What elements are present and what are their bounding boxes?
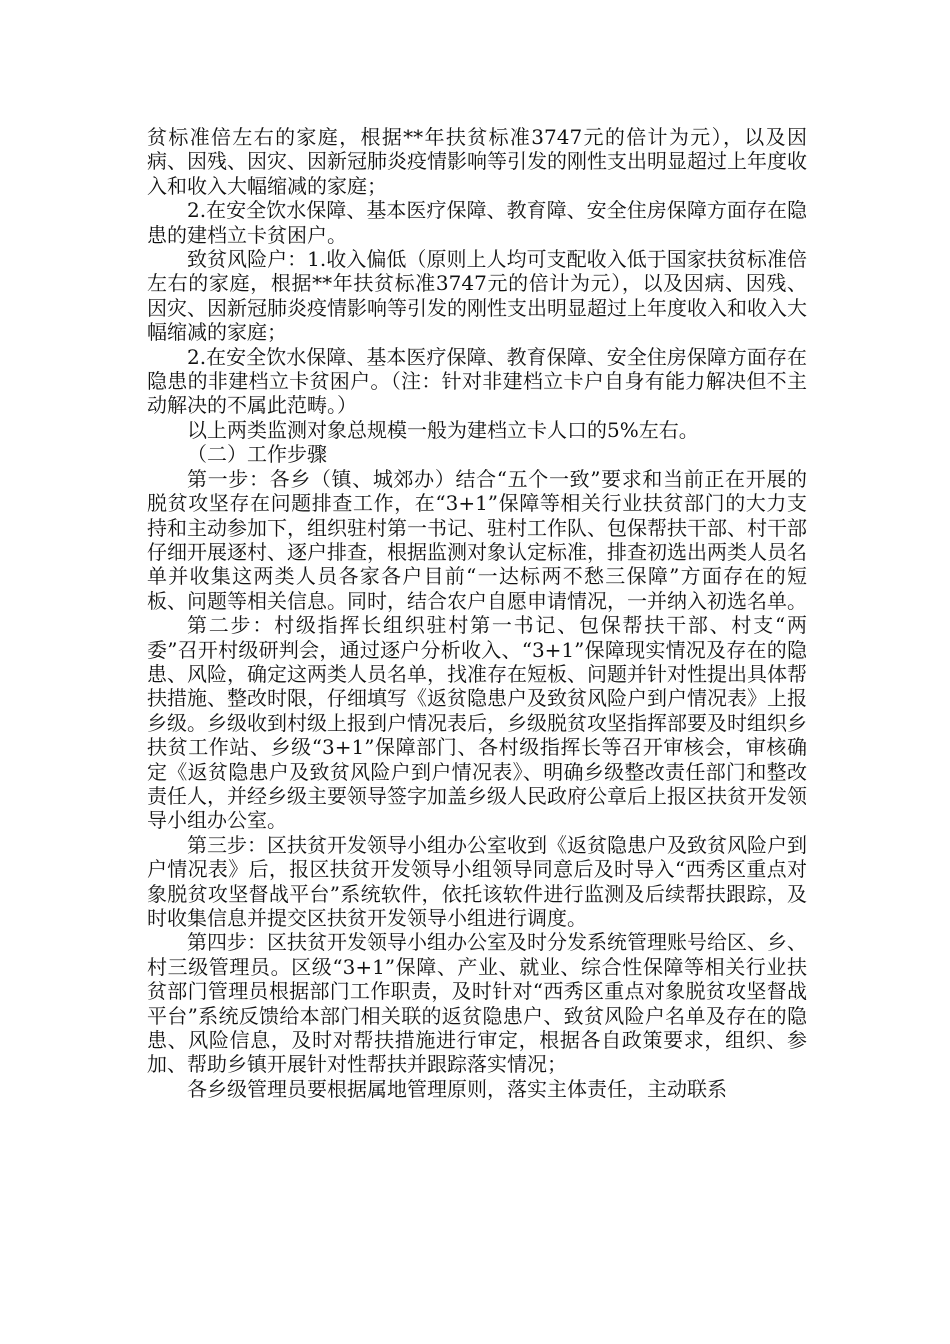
paragraph-4: 2.在安全饮水保障、基本医疗保障、教育保障、安全住房保障方面存在隐患的非建档立卡贫困户。（注：针对非建档立卡户自身有能力解决但不主动解决的不属此范畴。）: [147, 344, 807, 418]
document-page: [147, 125, 807, 1101]
paragraph-step-2: 第二步：村级指挥长组织驻村第一书记、包保帮扶干部、村支“两委”召开村级研判会，通过逐户分析收入、“3+1”保障现实情况及存在的隐患、风险，确定这两类人员名单，找准存在短板、问题并针对性提出具体帮扶措施、整改时限，仔细填写《返贫隐患户及致贫风险户到户情况表》上报乡级。乡级收到村级上报到户情况表后，乡级脱贫攻坚指挥部要及时组织乡扶贫工作站、乡级“3+1”保障部门、各村级指挥长等召开审核会，审核确定《返贫隐患户及致贫风险户到户情况表》、明确乡级整改责任部门和整改责任人，并经乡级主要领导签字加盖乡级人民政府公章后上报区扶贫开发领导小组办公室。: [147, 613, 807, 833]
paragraph-last: 各乡级管理员要根据属地管理原则，落实主体责任，主动联系: [187, 1076, 727, 1101]
paragraph-step-1: 第一步：各乡（镇、城郊办）结合“五个一致”要求和当前正在开展的脱贫攻坚存在问题排查工作，在“3+1”保障等相关行业扶贫部门的大力支持和主动参加下，组织驻村第一书记、驻村工作队、包保帮扶干部、村干部仔细开展逐村、逐户排查，根据监测对象认定标准，排查初选出两类人员名单并收集这两类人员各家各户目前“一达标两不愁三保障”方面存在的短板、问题等相关信息。同时，结合农户自愿申请情况，一并纳入初选名单。: [147, 466, 807, 613]
paragraph-step-3: 第三步：区扶贫开发领导小组办公室收到《返贫隐患户及致贫风险户到户情况表》后，报区扶贫开发领导小组领导同意后及时导入“西秀区重点对象脱贫攻坚督战平台”系统软件，依托该软件进行监测及后续帮扶跟踪，及时收集信息并提交区扶贫开发领导小组进行调度。: [147, 832, 807, 930]
paragraph-5: 以上两类监测对象总规模一般为建档立卡人口的5%左右。: [187, 417, 699, 442]
paragraph-2: 2.在安全饮水保障、基本医疗保障、教育障、安全住房保障方面存在隐患的建档立卡贫困户。: [147, 198, 807, 247]
paragraph-3: 致贫风险户：1.收入偏低（原则上人均可支配收入低于国家扶贫标准倍左右的家庭，根据**年扶贫标准3747元的倍计为元），以及因病、因残、因灾、因新冠肺炎疫情影响等引发的刚性支出明显超过上年度收入和收入大幅缩减的家庭；: [147, 247, 807, 345]
paragraph-step-4: 第四步：区扶贫开发领导小组办公室及时分发系统管理账号给区、乡、村三级管理员。区级“3+1”保障、产业、就业、综合性保障等相关行业扶贫部门管理员根据部门工作职责，及时针对“西秀区重点对象脱贫攻坚督战平台”系统反馈给本部门相关联的返贫隐患户、致贫风险户名单及存在的隐患、风险信息，及时对帮扶措施进行审定，根据各自政策要求，组织、参加、帮助乡镇开展针对性帮扶并跟踪落实情况；: [147, 930, 807, 1077]
paragraph-1: 贫标准倍左右的家庭，根据**年扶贫标准3747元的倍计为元），以及因病、因残、因灾、因新冠肺炎疫情影响等引发的刚性支出明显超过上年度收入和收入大幅缩减的家庭；: [147, 125, 807, 198]
section-heading-work-steps: （二）工作步骤: [187, 442, 327, 467]
